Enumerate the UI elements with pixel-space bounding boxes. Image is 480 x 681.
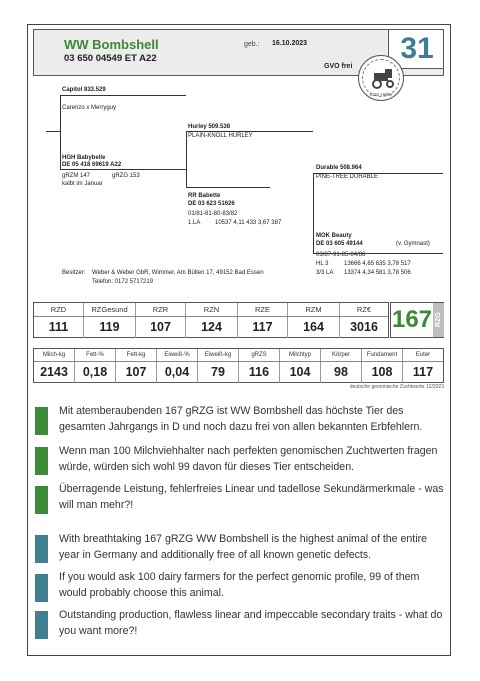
sire-sire-sub: Carenzo x Merryguy	[62, 105, 117, 111]
score-value: 117	[238, 317, 288, 338]
cgs-heifer-stamp	[358, 55, 404, 101]
granddam-sire-sub: PINE-TREE DURABLE	[316, 174, 379, 180]
green-bar	[35, 447, 48, 475]
score-value: 119	[84, 317, 136, 338]
great-granddam-l1-label: HL 3	[316, 261, 329, 267]
pedigree-line	[186, 131, 187, 187]
score-label: RZD	[34, 303, 84, 316]
great-granddam-id: DE 03 605 49144	[316, 241, 363, 247]
score-value: 164	[288, 317, 340, 338]
blue-bar	[35, 574, 48, 602]
dam-name: HGH Babybelle	[62, 155, 106, 161]
text-en-1: With breathtaking 167 gRZG WW Bombshell is the highest animal of the entire year in Germany and additionally free of all known genetic defects.	[59, 533, 428, 561]
dam-id: DE 05 418 69619 A22	[62, 162, 122, 168]
performance-table	[33, 348, 444, 383]
performance-value: 0,04	[157, 362, 198, 383]
performance-label: Körper	[321, 349, 362, 361]
great-granddam-scores: 03/87-91-85-84/86	[316, 252, 366, 258]
performance-value: 116	[239, 362, 280, 383]
birth-date-label: geb.:	[244, 41, 260, 48]
performance-label: Eiweiß-kg	[198, 349, 239, 361]
owner-address: Weber & Weber GbR, Wimmer, Am Bülten 17, 49152 Bad Essen	[92, 270, 264, 276]
performance-label: Milch-kg	[34, 349, 75, 361]
text-de-3: Überragende Leistung, fehlerfreies Linear und tadellose Sekundärmerkmale - was will man mehr?!	[59, 483, 444, 511]
catalog-number: 31	[400, 32, 434, 65]
owner-phone: Telefon: 0172 5717219	[92, 279, 154, 285]
performance-label: Eiweiß-%	[157, 349, 198, 361]
gvo-free-label: GVO frei	[324, 63, 353, 70]
score-label: RZN	[186, 303, 238, 316]
great-granddam-name: MOK Beauty	[316, 233, 352, 239]
performance-value: 2143	[34, 362, 75, 383]
rzg-label: RZG	[433, 303, 444, 337]
granddam-scores: 01/81-81-80-83/82	[188, 211, 238, 217]
great-granddam-l2-label: 3/3 LA	[316, 270, 334, 276]
dam-note: kalbt im Januar	[62, 181, 103, 187]
performance-label: gRZS	[239, 349, 280, 361]
performance-label: Fett-%	[75, 349, 116, 361]
score-value: 111	[34, 317, 84, 338]
owner-label: Besitzer:	[62, 270, 86, 276]
breeding-values-table	[33, 302, 389, 338]
rzg-value: 167	[391, 306, 433, 333]
performance-value: 0,18	[75, 362, 116, 383]
rzg-box	[390, 302, 444, 338]
score-label: RZE	[238, 303, 288, 316]
text-de-2: Wenn man 100 Milchviehhalter nach perfekten genomischen Zuchtwerten fragen würde, würden sich wohl 99 davon für dieses Tier entscheiden.	[59, 445, 438, 473]
dam-grzm: gRZM 147	[62, 173, 91, 179]
score-value: 124	[186, 317, 238, 338]
granddam-id: DE 03 623 51626	[188, 201, 235, 207]
text-de-1: Mit atemberaubenden 167 gRZG ist WW Bombshell das höchste Tier des gesamten Jahrgangs in D und noch dazu frei von allen bekannten Erbfehlern.	[59, 405, 423, 433]
pedigree-line	[60, 95, 61, 169]
granddam-lact-values: 10537 4,11 433 3,67 387	[215, 220, 282, 226]
sire-sire-name: Capitol 833.529	[62, 87, 106, 93]
text-en-3: Outstanding production, flawless linear and impeccable secondary traits - what do you want more?!	[59, 609, 443, 637]
dam-sire-sub: PLAIN-KNOLL HURLEY	[188, 133, 253, 139]
text-en-2: If you would ask 100 dairy farmers for the perfect genomic profile, 99 of them would probably choose this animal.	[59, 571, 420, 599]
score-label: RZ€	[356, 305, 372, 314]
performance-value: 107	[116, 362, 157, 383]
animal-id: 03 650 04549 ET A22	[64, 53, 157, 64]
performance-label: Fundament	[362, 349, 403, 361]
granddam-lact-label: 1.LA	[188, 220, 201, 226]
dam-grzg: gRZG 153	[112, 173, 140, 179]
pedigree-line	[313, 173, 314, 253]
score-label: RZM	[288, 303, 340, 316]
performance-label: Fett-kg	[116, 349, 157, 361]
granddam-name: RR Babette	[188, 193, 221, 199]
performance-value: 79	[198, 362, 239, 383]
great-granddam-sire: (v. Gymnast)	[396, 241, 430, 247]
blue-bar	[35, 611, 48, 639]
score-label: RZR	[136, 303, 186, 316]
great-granddam-l2-values: 13374 4,34 581 3,78 506	[344, 270, 411, 276]
great-granddam-l1-values: 13666 4,65 635 3,78 517	[344, 261, 411, 267]
performance-label: Milchtyp	[280, 349, 321, 361]
performance-value: 117	[412, 365, 434, 379]
score-value: 3016	[350, 320, 378, 334]
performance-value: 104	[280, 362, 321, 383]
footnote: deutsche genomische Zuchtwerte 12/2023	[349, 384, 444, 390]
blue-bar	[35, 535, 48, 563]
pedigree-line	[46, 131, 60, 132]
score-value: 107	[136, 317, 186, 338]
granddam-sire-name: Durable 508.964	[316, 165, 362, 171]
pedigree-line	[186, 187, 270, 188]
dam-sire-name: Hurley 509.538	[188, 124, 231, 130]
animal-name: WW Bombshell	[64, 37, 159, 52]
birth-date: 16.10.2023	[272, 40, 308, 47]
performance-value: 98	[321, 362, 362, 383]
performance-value: 108	[362, 362, 403, 383]
stamp-text: CGS Heifer	[369, 92, 393, 97]
pedigree-line	[60, 95, 186, 96]
sire-catalog-card	[27, 24, 451, 656]
green-bar	[35, 407, 48, 435]
green-bar	[35, 486, 48, 514]
performance-label: Euter	[415, 352, 431, 358]
score-label: RZGesund	[84, 303, 136, 316]
